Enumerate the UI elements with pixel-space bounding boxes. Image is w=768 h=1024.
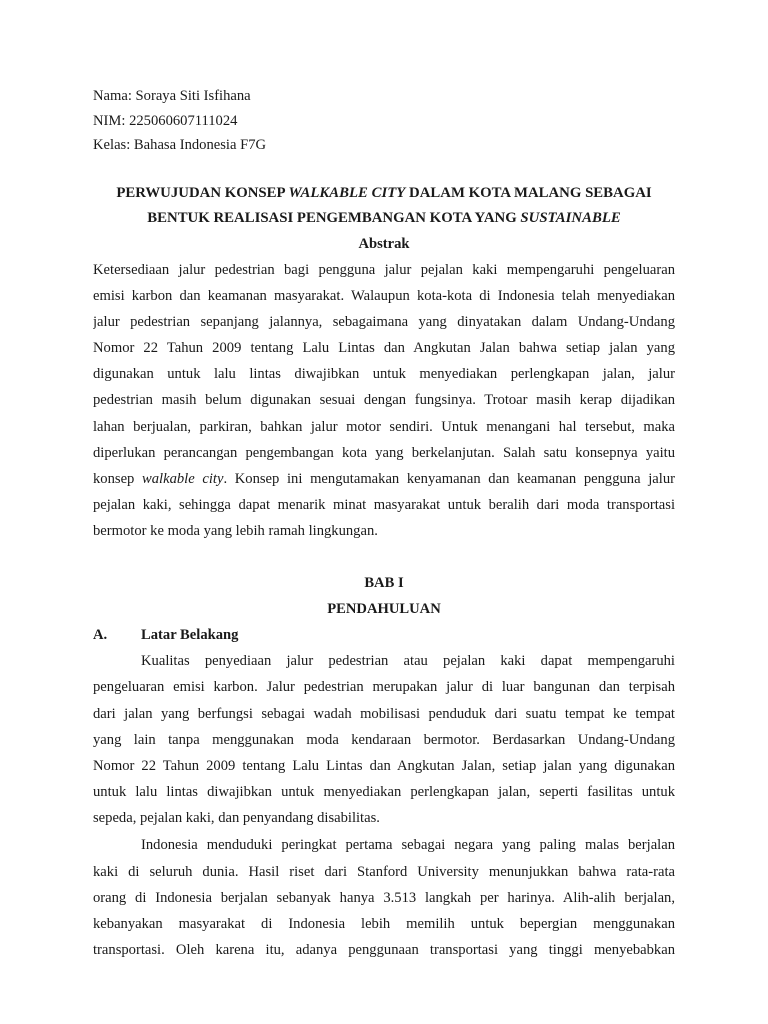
paragraph-line: sepeda, pejalan kaki, dan penyandang disabilitas. bbox=[93, 810, 380, 827]
abstract-line: emisi karbon dan keamanan masyarakat. Walaupun kota-kota di Indonesia telah menyediakan bbox=[93, 287, 675, 304]
abstract-line: Ketersediaan jalur pedestrian bagi pengguna jalur pejalan kaki mempengaruhi pengeluaran bbox=[93, 261, 675, 278]
document-title bbox=[93, 181, 675, 231]
paragraph-line: kaki di seluruh dunia. Hasil riset dari Stanford University menunjukkan bahwa rata-rata bbox=[93, 863, 675, 880]
abstract-body bbox=[93, 257, 675, 545]
abstract-line: konsep walkable city. Konsep ini mengutamakan kenyamanan dan keamanan pengguna jalur bbox=[93, 471, 675, 487]
paragraph-line: untuk lalu lintas diwajibkan untuk menyediakan perlengkapan jalan, seperti fasilitas untuk bbox=[93, 784, 675, 801]
chapter-title: PENDAHULUAN bbox=[327, 600, 441, 617]
paragraph-line: pengeluaran emisi karbon. Jalur pedestrian merupakan jalur di luar bangunan dan terpisah bbox=[93, 679, 675, 696]
author-nim: NIM: 225060607111024 bbox=[93, 112, 238, 129]
paragraph-2 bbox=[93, 832, 675, 963]
paragraph-line: Indonesia menduduki peringkat pertama sebagai negara yang paling malas berjalan bbox=[141, 837, 675, 854]
paragraph-line: orang di Indonesia berjalan sebanyak hanya 3.513 langkah per harinya. Alih-alih berjalan, bbox=[93, 889, 675, 906]
abstract-line: pejalan kaki, sehingga dapat menarik minat masyarakat untuk beralih dari moda transportasi bbox=[93, 497, 675, 514]
abstract-line: bermotor ke moda yang lebih ramah lingkungan. bbox=[93, 523, 378, 540]
paragraph-1 bbox=[93, 648, 675, 831]
author-class: Kelas: Bahasa Indonesia F7G bbox=[93, 137, 267, 153]
abstract-line: lahan berjualan, parkiran, bahkan jalur motor sendiri. Untuk menangani hal tersebut, maka bbox=[93, 418, 675, 435]
paragraph-line: dari jalan yang berfungsi sebagai wadah mobilisasi penduduk dari suatu tempat ke tempat bbox=[93, 705, 675, 722]
abstract-line: pedestrian masih belum digunakan sesuai dengan fungsinya. Trotoar masih kerap dijadikan bbox=[93, 392, 675, 409]
title-line-1: PERWUJUDAN KONSEP WALKABLE CITY DALAM KOTA MALANG SEBAGAI bbox=[116, 184, 652, 201]
chapter-number: BAB I bbox=[364, 574, 404, 591]
section-letter: A. bbox=[93, 626, 108, 643]
abstract-line: diperlukan perancangan pengembangan kota yang berkelanjutan. Salah satu konsepnya yaitu bbox=[93, 444, 675, 461]
paragraph-line: kebanyakan masyarakat di Indonesia lebih memilih untuk bepergian menggunakan bbox=[93, 916, 675, 932]
section-title: Latar Belakang bbox=[141, 626, 239, 643]
section-heading bbox=[93, 622, 675, 648]
author-name: Nama: Soraya Siti Isfihana bbox=[93, 88, 251, 104]
abstract-line: Nomor 22 Tahun 2009 tentang Lalu Lintas dan Angkutan Jalan bahwa setiap jalan yang bbox=[93, 340, 675, 357]
title-line-2: BENTUK REALISASI PENGEMBANGAN KOTA YANG SUSTAINABLE bbox=[147, 209, 621, 226]
abstract-line: digunakan untuk lalu lintas diwajibkan untuk menyediakan perlengkapan jalan, jalur bbox=[93, 366, 675, 383]
paragraph-line: yang lain tanpa menggunakan moda kendaraan bermotor. Berdasarkan Undang-Undang bbox=[93, 731, 675, 748]
abstract-heading: Abstrak bbox=[358, 235, 410, 252]
chapter-heading bbox=[93, 570, 675, 622]
paragraph-line: Nomor 22 Tahun 2009 tentang Lalu Lintas dan Angkutan Jalan, setiap jalan yang digunakan bbox=[93, 757, 675, 774]
paragraph-line: transportasi. Oleh karena itu, adanya penggunaan transportasi yang tinggi menyebabkan bbox=[93, 942, 675, 959]
abstract-line: jalur pedestrian sepanjang jalannya, sebagaimana yang dinyatakan dalam Undang-Undang bbox=[93, 313, 675, 330]
author-identity bbox=[93, 84, 675, 158]
document-page bbox=[93, 84, 675, 963]
paragraph-line: Kualitas penyediaan jalur pedestrian atau pejalan kaki dapat mempengaruhi bbox=[141, 653, 675, 670]
